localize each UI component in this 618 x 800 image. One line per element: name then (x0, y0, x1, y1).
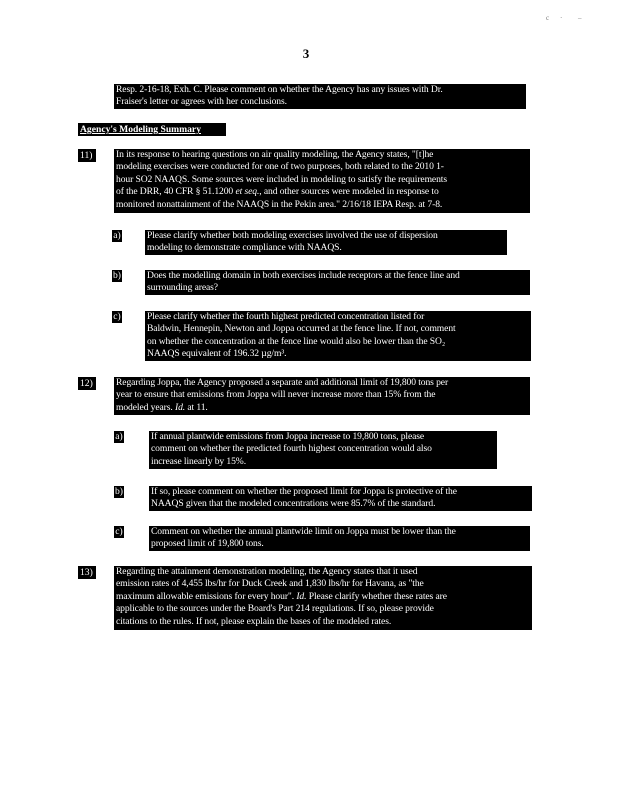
section-heading: Agency's Modeling Summary (78, 123, 226, 136)
text-line: Comment on whether the annual plantwide limit on Joppa must be lower than the (151, 526, 456, 537)
corner-mark: · (560, 14, 563, 22)
text-line: Resp. 2-16-18, Exh. C. Please comment on whether the Agency has any issues with Dr. (116, 84, 443, 95)
text-line: Fraiser's letter or agrees with her conclusions. (116, 96, 287, 108)
sub-question-label: a) (115, 431, 123, 442)
text-line: hour SO2 NAAQS. Some sources were included in modeling to satisfy the requirements (116, 173, 447, 185)
question-paragraph (114, 377, 530, 415)
text-line: If so, please comment on whether the proposed limit for Joppa is protective of the (151, 486, 457, 497)
text-line: NAAQS equivalent of 196.32 µg/m³. (147, 348, 287, 360)
question-paragraph (114, 566, 532, 630)
corner-mark: c (546, 14, 550, 22)
text-line: proposed limit of 19,800 tons. (151, 538, 264, 550)
text-line: surrounding areas? (147, 282, 218, 294)
sub-question-text (149, 486, 532, 511)
corner-mark: – (578, 14, 582, 22)
text-line: modeled years. Id. at 11. (116, 401, 208, 413)
sub-question-text (149, 526, 530, 551)
question-number: 13) (78, 566, 96, 579)
sub-question-label: b) (113, 270, 121, 281)
text-line: modeling to demonstrate compliance with NAAQS. (147, 242, 342, 254)
intro-paragraph (114, 84, 526, 109)
text-line: emission rates of 4,455 lbs/hr for Duck Creek and 1,830 lbs/hr for Havana, as "the (116, 578, 424, 590)
text-line: on whether the concentration at the fence line would also be lower than the SO₂ (147, 335, 446, 347)
text-line: Please clarify whether the fourth highest predicted concentration listed for (147, 311, 425, 322)
sub-question-label: a) (113, 230, 121, 241)
text-line: citations to the rules. If not, please explain the bases of the modeled rates. (116, 615, 392, 627)
sub-question-label: c) (113, 311, 121, 322)
text-line: comment on whether the predicted fourth highest concentration would also (151, 443, 432, 455)
sub-question-text (145, 230, 507, 255)
text-line: applicable to the sources under the Board's Part 214 regulations. If so, please provide (116, 603, 434, 615)
text-line: modeling exercises were conducted for one of two purposes, both related to the 2010 1- (116, 161, 444, 173)
text-line: maximum allowable emissions for every hour". Id. Please clarify whether these rates are (116, 590, 447, 602)
text-line: In its response to hearing questions on air quality modeling, the Agency states, "[t]he (116, 149, 434, 160)
sub-question-text (145, 270, 530, 295)
text-line: Regarding Joppa, the Agency proposed a separate and additional limit of 19,800 tons per (116, 377, 449, 388)
page-number: 3 (302, 46, 310, 61)
sub-question-label: b) (115, 486, 123, 497)
text-line: year to ensure that emissions from Joppa will never increase more than 15% from the (116, 389, 436, 401)
text-line: Regarding the attainment demonstration modeling, the Agency states that it used (116, 566, 418, 577)
text-line: NAAQS given that the modeled concentrations were 85.7% of the standard. (151, 498, 436, 510)
text-line: increase linearly by 15%. (151, 455, 246, 467)
sub-question-label: c) (115, 526, 123, 537)
text-line: monitored nonattainment of the NAAQS in the Pekin area." 2/16/18 IEPA Resp. at 7-8. (116, 198, 443, 210)
sub-question-text (149, 431, 497, 469)
text-line: of the DRR, 40 CFR § 51.1200 et seq., and other sources were modeled in response to (116, 186, 439, 198)
text-line: Baldwin, Hennepin, Newton and Joppa occurred at the fence line. If not, comment (147, 323, 456, 335)
text-line: If annual plantwide emissions from Joppa increase to 19,800 tons, please (151, 431, 425, 442)
text-line: Does the modelling domain in both exercises include receptors at the fence line and (147, 270, 460, 281)
question-number: 11) (78, 149, 96, 162)
question-paragraph (114, 149, 530, 213)
text-line: Please clarify whether both modeling exercises involved the use of dispersion (147, 230, 438, 241)
sub-question-text (145, 311, 531, 361)
question-number: 12) (78, 377, 96, 390)
